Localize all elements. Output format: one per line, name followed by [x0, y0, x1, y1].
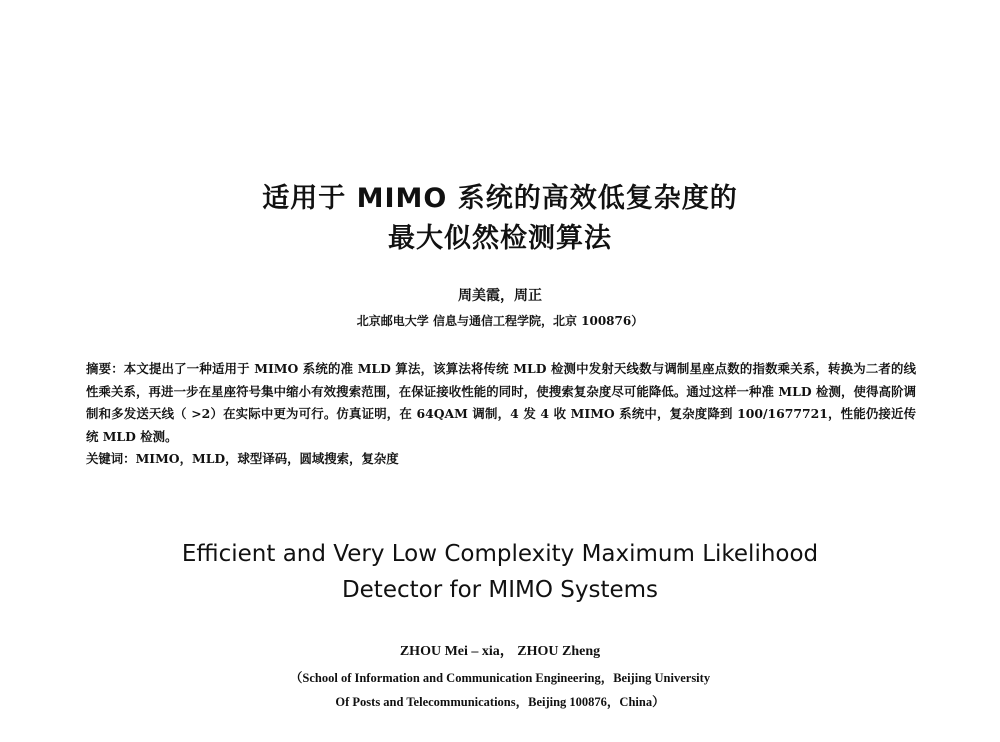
english-title-line-2: Detector for MIMO Systems — [341, 577, 659, 603]
keywords-label: 关键词： — [86, 451, 136, 466]
english-title-line-1: Efficient and Very Low Complexity Maximum Likelihood — [181, 541, 819, 567]
english-affiliation-line-2: Of Posts and Telecommunications，Beijing 100876，China） — [335, 695, 665, 709]
chinese-authors: 周美霞，周正 — [458, 288, 542, 304]
chinese-affiliation: 北京邮电大学 信息与通信工程学院，北京 100876） — [356, 314, 644, 328]
chinese-title-line-1: 适用于 MIMO 系统的高效低复杂度的 — [262, 183, 738, 214]
keywords-text: MIMO，MLD，球型译码，圆域搜索，复杂度 — [135, 451, 399, 466]
english-affiliation-line-1: （School of Information and Communication Engineering，Beijing University — [289, 671, 711, 685]
keywords-paragraph — [86, 448, 916, 471]
english-authors: ZHOU Mei – xia， ZHOU Zheng — [399, 644, 601, 659]
abstract-paragraph — [86, 358, 916, 448]
abstract-label: 摘要： — [86, 361, 124, 376]
chinese-title-line-2: 最大似然检测算法 — [388, 223, 612, 254]
abstract-block — [86, 358, 916, 471]
abstract-text: 本文提出了一种适用于 MIMO 系统的准 MLD 算法，该算法将传统 MLD 检测中发射天线数与调制星座点数的指数乘关系，转换为二者的线性乘关系，再进一步在星座符号集中缩小有效搜索范围，在保证接收性能的同时，使搜索复杂度尽可能降低。通过这样一种准 MLD 检测，使得高阶调制和多发送天线（ >2）在实际中更为可行。仿真证明，在 64QAM 调制，4 发 4 收 MIMO 系统中，复杂度降到 100/1677721，性能仍接近传统 MLD 检测。 — [86, 361, 917, 444]
